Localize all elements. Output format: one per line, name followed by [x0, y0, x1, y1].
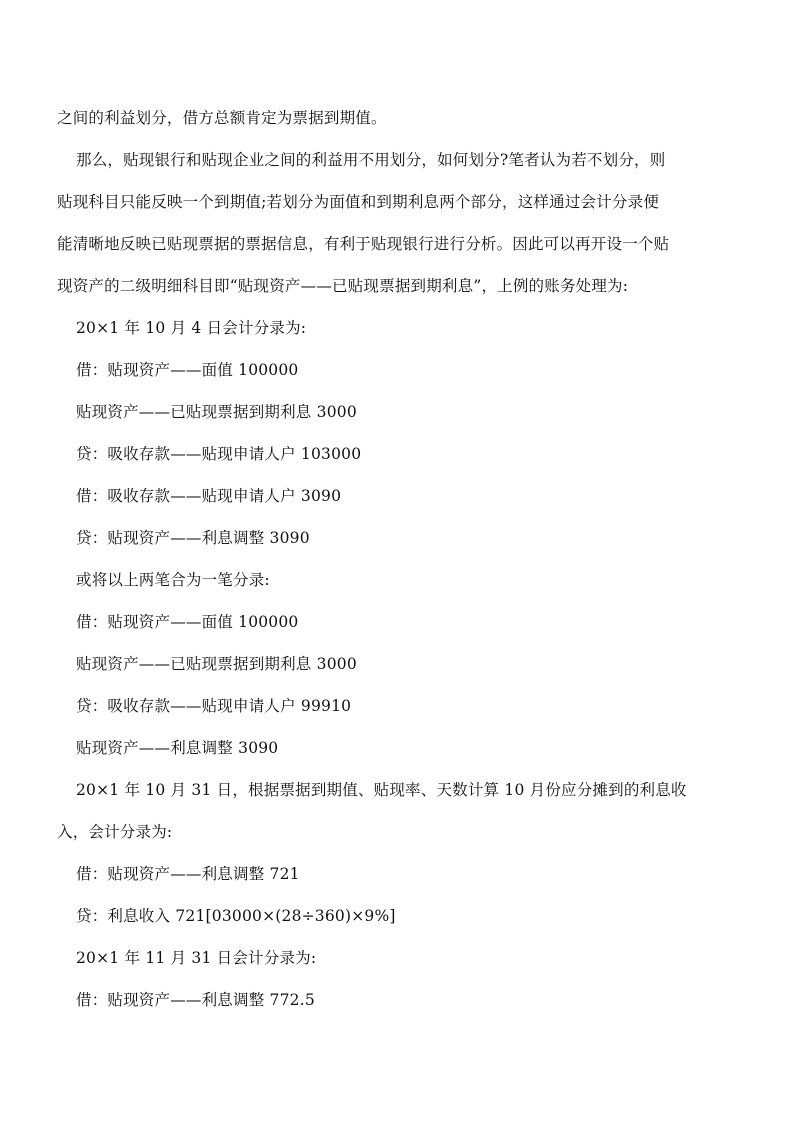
- text-line: 能清晰地反映已贴现票据的票据信息，有利于贴现银行进行分析。因此可以再开设一个贴: [57, 235, 670, 253]
- text-line: 贷：贴现资产——利息调整 3090: [76, 529, 310, 547]
- text-line: 入，会计分录为:: [57, 823, 173, 841]
- text-line: 20×1 年 10 月 31 日，根据票据到期值、贴现率、天数计算 10 月份应分摊到的利息收: [76, 781, 687, 799]
- text-line: 或将以上两笔合为一笔分录:: [76, 571, 270, 589]
- text-line: 借：吸收存款——贴现申请人户 3090: [76, 487, 342, 505]
- text-line: 贷：利息收入 721[03000×(28÷360)×9%]: [76, 907, 396, 925]
- text-line: 借：贴现资产——利息调整 721: [76, 865, 300, 883]
- text-line: 贷：吸收存款——贴现申请人户 103000: [76, 445, 362, 463]
- text-line: 贴现资产——利息调整 3090: [76, 739, 279, 757]
- text-line: 借：贴现资产——面值 100000: [76, 613, 299, 631]
- text-line: 20×1 年 10 月 4 日会计分录为:: [76, 319, 307, 337]
- text-line: 贴现资产——已贴现票据到期利息 3000: [76, 655, 357, 673]
- text-line: 现资产的二级明细科目即“贴现资产——已贴现票据到期利息”，上例的账务处理为:: [57, 277, 629, 295]
- text-line: 贷：吸收存款——贴现申请人户 99910: [76, 697, 352, 715]
- text-line: 贴现资产——已贴现票据到期利息 3000: [76, 403, 357, 421]
- text-line: 借：贴现资产——利息调整 772.5: [76, 991, 315, 1009]
- text-line: 借：贴现资产——面值 100000: [76, 361, 299, 379]
- text-line: 20×1 年 11 月 31 日会计分录为:: [76, 949, 317, 967]
- text-line: 贴现科目只能反映一个到期值;若划分为面值和到期利息两个部分，这样通过会计分录便: [57, 193, 660, 211]
- text-line: 之间的利益划分，借方总额肯定为票据到期值。: [57, 109, 387, 127]
- text-line: 那么，贴现银行和贴现企业之间的利益用不用划分，如何划分?笔者认为若不划分，则: [76, 151, 666, 169]
